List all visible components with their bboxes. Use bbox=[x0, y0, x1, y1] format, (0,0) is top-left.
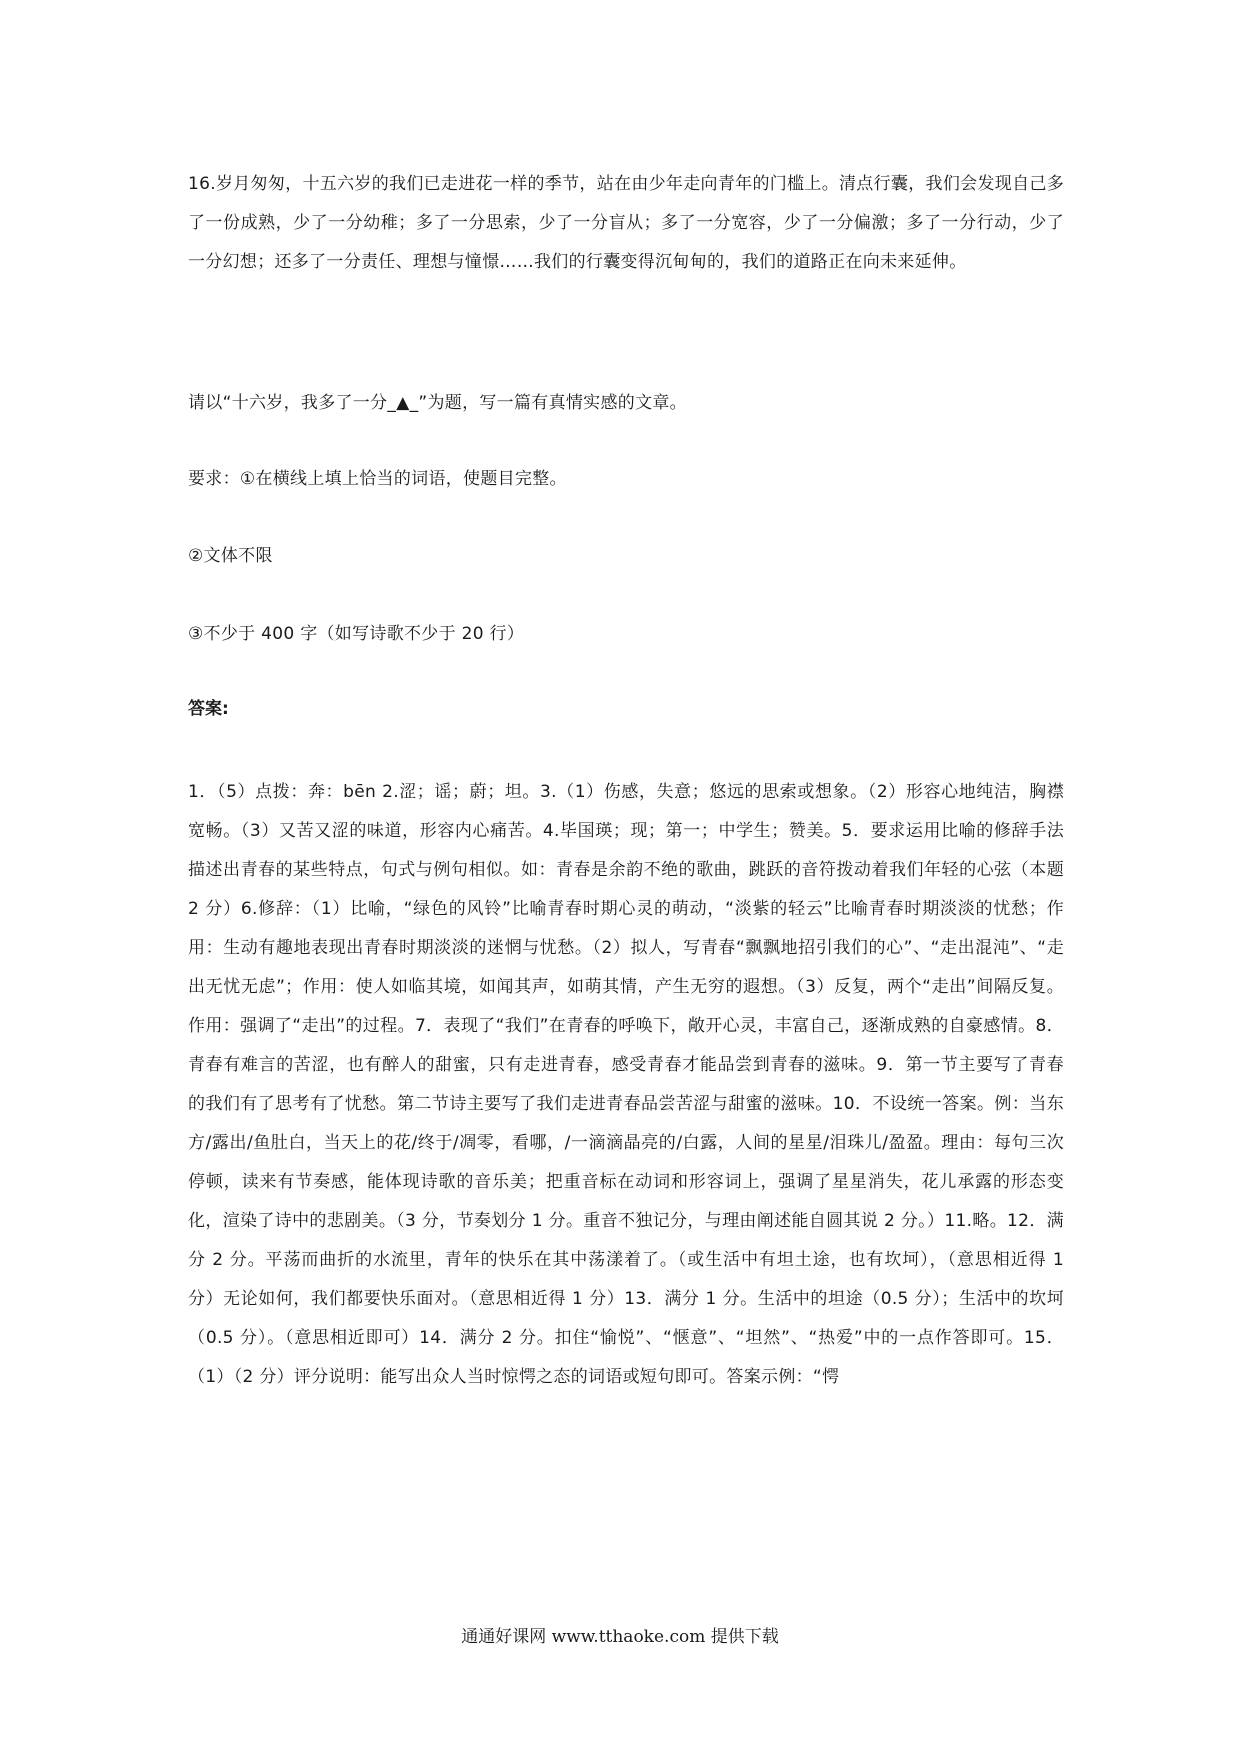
answer-heading: 答案: bbox=[188, 699, 229, 719]
requirement-2: ②文体不限 bbox=[188, 546, 273, 566]
requirement-1: 要求：①在横线上填上恰当的词语，使题目完整。 bbox=[188, 469, 567, 489]
question-intro-paragraph: 16.岁月匆匆，十五六岁的我们已走进花一样的季节，站在由少年走向青年的门槛上。清点行囊，我们会发现自己多了一份成熟，少了一分幼稚；多了一分思索，少了一分盲从；多了一分宽容，少了一分偏激；多了一分行动，少了一分幻想；还多了一分责任、理想与憧憬……我们的行囊变得沉甸甸的，我们的道路正在向未来延伸。 bbox=[188, 174, 1064, 272]
page-footer: 通通好课网 www.tthaoke.com 提供下载 bbox=[461, 1627, 779, 1647]
essay-prompt: 请以“十六岁，我多了一分_▲_”为题，写一篇有真情实感的文章。 bbox=[188, 393, 687, 413]
answer-paragraph: 1．（5）点拨：奔：bēn 2.涩；谣；蔚；坦。3.（1）伤感，失意；悠远的思索或想象。（2）形容心地纯洁，胸襟宽畅。（3）又苦又涩的味道，形容内心痛苦。4.毕国瑛；现；第一；中学生；赞美。5．要求运用比喻的修辞手法描述出青春的某些特点，句式与例句相似。如：青春是余韵不绝的歌曲，跳跃的音符拨动着我们年轻的心弦（本题 2 分）6.修辞：（1）比喻，“绿色的风铃”比喻青春时期心灵的萌动，“淡紫的轻云”比喻青春时期淡淡的忧愁；作用：生动有趣地表现出青春时期淡淡的迷惘与忧愁。（2）拟人，写青春“飘飘地招引我们的心”、“走出混沌”、“走出无忧无虑”；作用：使人如临其境，如闻其声，如萌其情，产生无穷的遐想。（3）反复，两个“走出”间隔反复。作用：强调了“走出”的过程。7．表现了“我们”在青春的呼唤下，敞开心灵，丰富自己，逐渐成熟的自豪感情。8．青春有难言的苦涩，也有醉人的甜蜜，只有走进青春，感受青春才能品尝到青春的滋味。9．第一节主要写了青春的我们有了思考有了忧愁。第二节诗主要写了我们走进青春品尝苦涩与甜蜜的滋味。10．不设统一答案。例：当东方/露出/鱼肚白，当天上的花/终于/凋零，看哪，/一滴滴晶亮的/白露，人间的星星/泪珠儿/盈盈。理由：每句三次停顿，读来有节奏感，能体现诗歌的音乐美；把重音标在动词和形容词上，强调了星星消失，花儿承露的形态变化，渲染了诗中的悲剧美。（3 分，节奏划分 1 分。重音不独记分，与理由阐述能自圆其说 2 分。）11.略。12．满分 2 分。平荡而曲折的水流里，青年的快乐在其中荡漾着了。（或生活中有坦土途，也有坎坷），（意思相近得 1 分）无论如何，我们都要快乐面对。（意思相近得 1 分）13．满分 1 分。生活中的坦途（0.5 分）；生活中的坎坷（0.5 分）。（意思相近即可）14．满分 2 分。扣住“愉悦”、“惬意”、“坦然”、“热爱”中的一点作答即可。15．（1）（2 分）评分说明：能写出众人当时惊愕之态的词语或短句即可。答案示例：“愕 bbox=[188, 782, 1064, 1387]
requirement-3: ③不少于 400 字（如写诗歌不少于 20 行） bbox=[188, 624, 525, 644]
